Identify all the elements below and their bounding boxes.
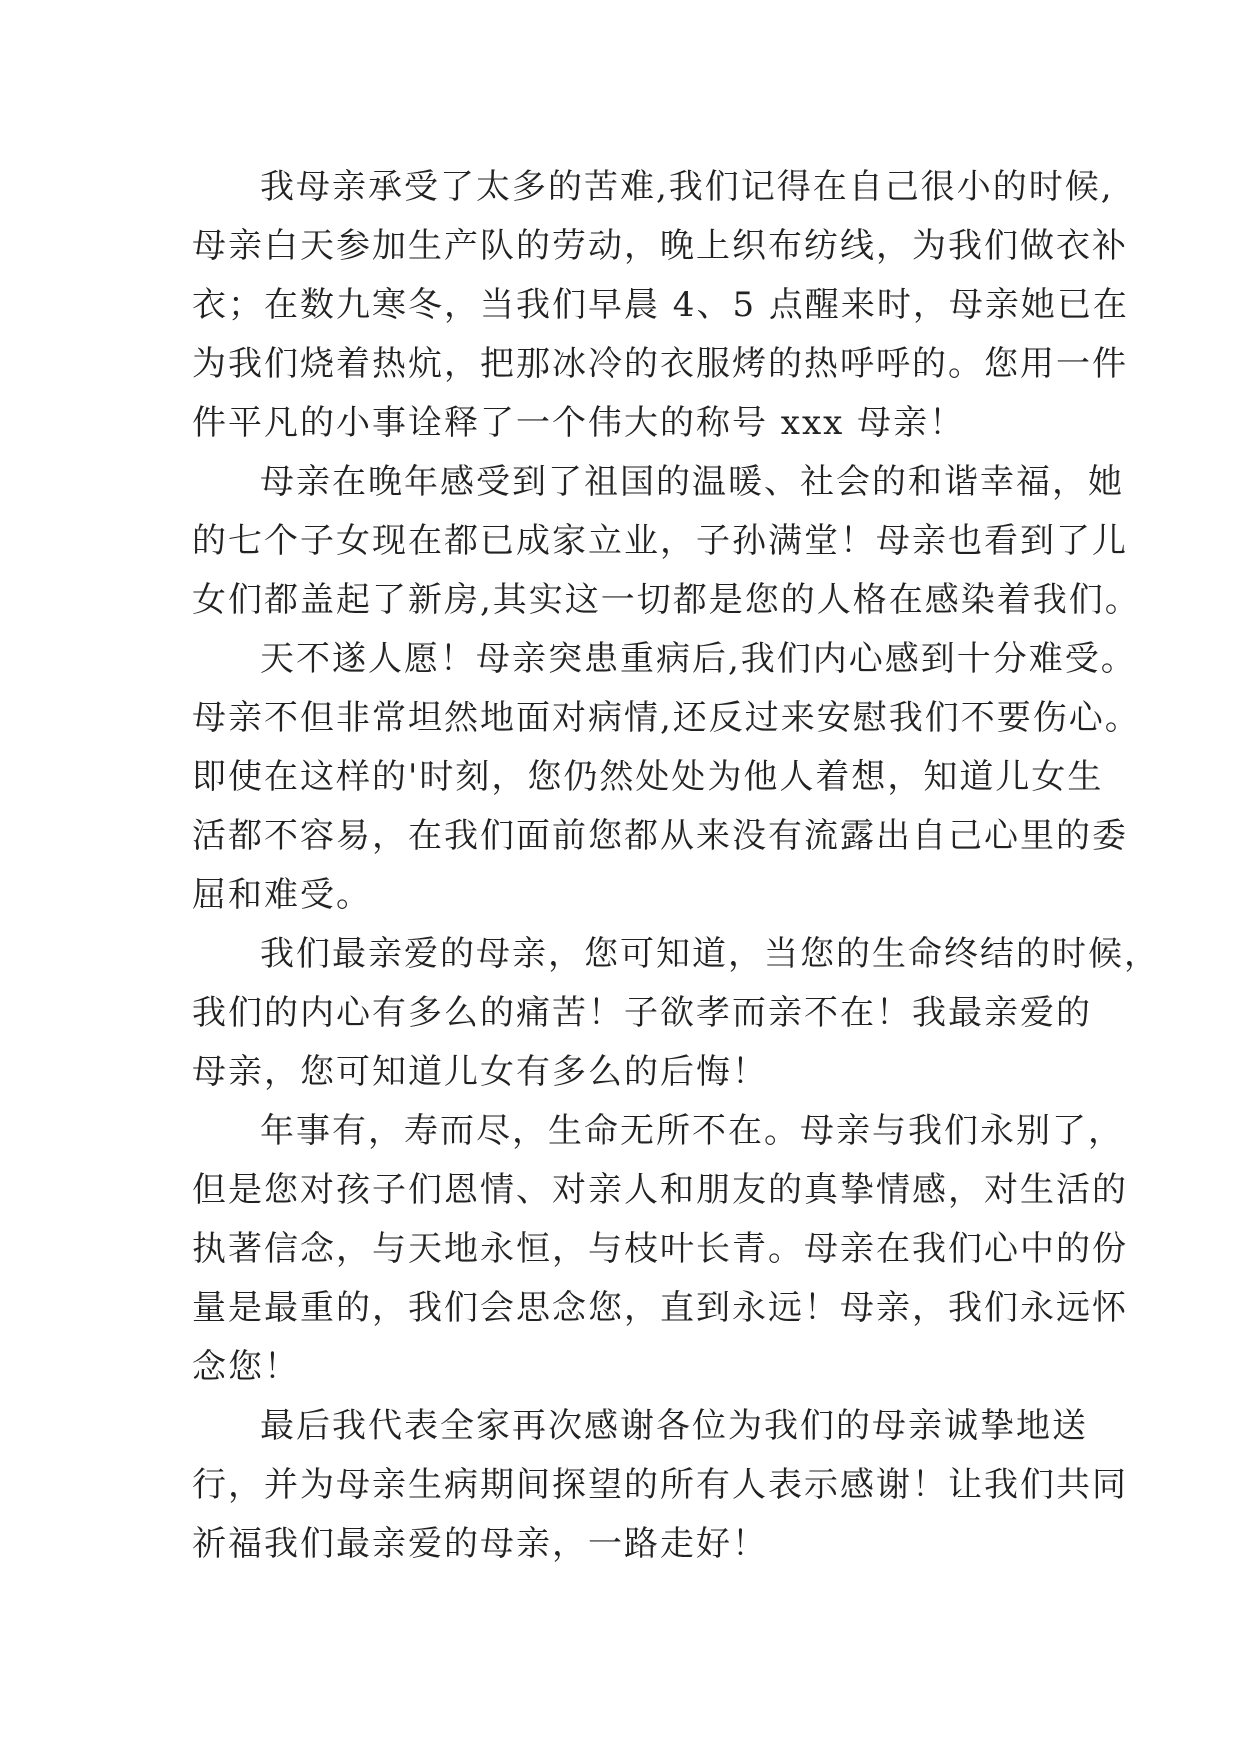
text-line: 我们的内心有多么的痛苦！子欲孝而亲不在！我最亲爱的 [192, 993, 1092, 1033]
text-line: 即使在这样的'时刻，您仍然处处为他人着想，知道儿女生 [192, 757, 1104, 797]
text-line: 祈福我们最亲爱的母亲，一路走好！ [192, 1524, 768, 1564]
paragraph-4 [192, 925, 1160, 1102]
paragraph-5 [192, 1102, 1128, 1397]
text-line: 母亲在晚年感受到了祖国的温暖、社会的和谐幸福，她 [260, 462, 1124, 502]
text-line: 行，并为母亲生病期间探望的所有人表示感谢！让我们共同 [192, 1465, 1128, 1505]
text-line: 女们都盖起了新房,其实这一切都是您的人格在感染着我们。 [192, 580, 1141, 620]
text-line: 活都不容易，在我们面前您都从来没有流露出自己心里的委 [192, 816, 1128, 856]
text-line: 屈和难受。 [192, 875, 372, 915]
text-line: 执著信念，与天地永恒，与枝叶长青。母亲在我们心中的份 [192, 1229, 1128, 1269]
text-line: 念您！ [192, 1347, 300, 1387]
text-line: 母亲白天参加生产队的劳动，晚上织布纺线，为我们做衣补 [192, 226, 1128, 266]
text-line: 的七个子女现在都已成家立业，子孙满堂！母亲也看到了儿 [192, 521, 1128, 561]
paragraph-3 [192, 630, 1141, 925]
text-line: 但是您对孩子们恩情、对亲人和朋友的真挚情感，对生活的 [192, 1170, 1128, 1210]
paragraph-1 [192, 158, 1129, 453]
text-line: 年事有，寿而尽，生命无所不在。母亲与我们永别了， [260, 1111, 1124, 1151]
text-line: 我母亲承受了太多的苦难,我们记得在自己很小的时候, [260, 167, 1114, 207]
text-line: 件平凡的小事诠释了一个伟大的称号 xxx 母亲！ [192, 403, 966, 443]
text-line: 最后我代表全家再次感谢各位为我们的母亲诚挚地送 [260, 1406, 1088, 1446]
paragraph-6 [192, 1397, 1128, 1574]
text-line: 量是最重的，我们会思念您，直到永远！母亲，我们永远怀 [192, 1288, 1128, 1328]
text-line: 母亲，您可知道儿女有多么的后悔！ [192, 1052, 768, 1092]
text-line: 衣；在数九寒冬，当我们早晨 4、5 点醒来时，母亲她已在 [192, 285, 1129, 325]
text-line: 天不遂人愿！母亲突患重病后,我们内心感到十分难受。 [260, 639, 1137, 679]
document-body [192, 158, 1160, 1574]
paragraph-2 [192, 453, 1141, 630]
text-line: 母亲不但非常坦然地面对病情,还反过来安慰我们不要伤心。 [192, 698, 1141, 738]
text-line: 为我们烧着热炕，把那冰冷的衣服烤的热呼呼的。您用一件 [192, 344, 1128, 384]
text-line: 我们最亲爱的母亲，您可知道，当您的生命终结的时候， [260, 934, 1160, 974]
